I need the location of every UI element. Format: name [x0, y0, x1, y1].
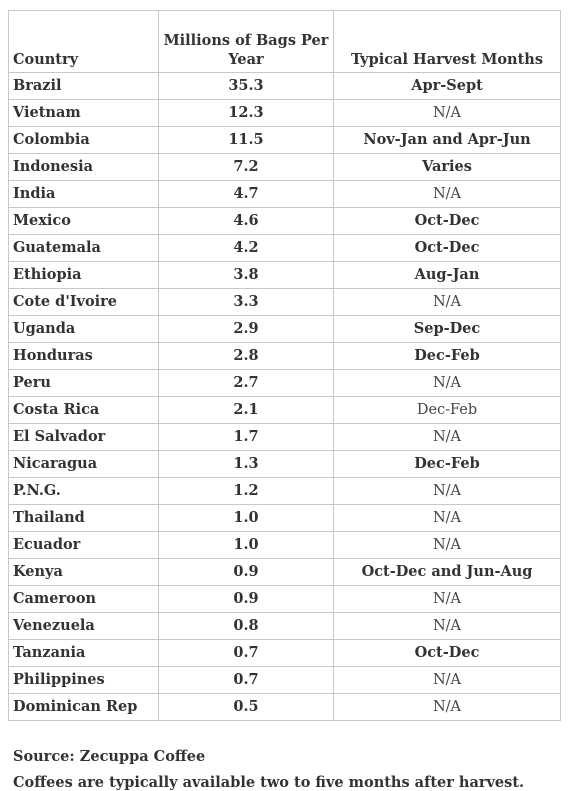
cell-country: Kenya: [9, 559, 159, 586]
cell-bags: 0.7: [159, 640, 334, 667]
cell-harvest: N/A: [334, 289, 561, 316]
cell-bags: 0.7: [159, 667, 334, 694]
cell-bags: 0.9: [159, 559, 334, 586]
cell-harvest: Sep-Dec: [334, 316, 561, 343]
cell-harvest: Nov-Jan and Apr-Jun: [334, 127, 561, 154]
cell-country: Uganda: [9, 316, 159, 343]
cell-bags: 7.2: [159, 154, 334, 181]
cell-country: Indonesia: [9, 154, 159, 181]
cell-harvest: Apr-Sept: [334, 73, 561, 100]
cell-bags: 4.2: [159, 235, 334, 262]
cell-harvest: Dec-Feb: [334, 343, 561, 370]
header-bags-line1: Millions of Bags Per: [163, 32, 329, 49]
cell-harvest: Dec-Feb: [334, 397, 561, 424]
cell-country: Cameroon: [9, 586, 159, 613]
cell-bags: 3.3: [159, 289, 334, 316]
table-row: [9, 289, 561, 316]
cell-harvest: N/A: [334, 586, 561, 613]
cell-bags: 2.1: [159, 397, 334, 424]
cell-harvest: N/A: [334, 505, 561, 532]
cell-harvest: Aug-Jan: [334, 262, 561, 289]
table-row: [9, 694, 561, 721]
table-row: [9, 208, 561, 235]
cell-bags: 1.7: [159, 424, 334, 451]
table-row: [9, 532, 561, 559]
cell-harvest: N/A: [334, 100, 561, 127]
cell-country: Venezuela: [9, 613, 159, 640]
cell-harvest: N/A: [334, 667, 561, 694]
cell-harvest: Varies: [334, 154, 561, 181]
header-harvest: Typical Harvest Months: [334, 11, 561, 73]
cell-bags: 2.8: [159, 343, 334, 370]
cell-country: Cote d'Ivoire: [9, 289, 159, 316]
cell-country: Ecuador: [9, 532, 159, 559]
table-row: [9, 559, 561, 586]
table-row: [9, 73, 561, 100]
header-bags: [159, 11, 334, 73]
header-country: Country: [9, 11, 159, 73]
cell-bags: 11.5: [159, 127, 334, 154]
table-row: [9, 424, 561, 451]
coffee-production-table: [8, 10, 561, 721]
cell-country: Peru: [9, 370, 159, 397]
cell-bags: 12.3: [159, 100, 334, 127]
cell-bags: 1.2: [159, 478, 334, 505]
cell-bags: 2.9: [159, 316, 334, 343]
table-row: [9, 262, 561, 289]
table-row: [9, 370, 561, 397]
cell-bags: 1.0: [159, 505, 334, 532]
cell-harvest: N/A: [334, 613, 561, 640]
cell-harvest: Dec-Feb: [334, 451, 561, 478]
table-row: [9, 451, 561, 478]
cell-country: Nicaragua: [9, 451, 159, 478]
cell-country: Philippines: [9, 667, 159, 694]
cell-bags: 2.7: [159, 370, 334, 397]
cell-country: Dominican Rep: [9, 694, 159, 721]
cell-harvest: Oct-Dec: [334, 208, 561, 235]
cell-country: Brazil: [9, 73, 159, 100]
cell-bags: 1.0: [159, 532, 334, 559]
cell-harvest: N/A: [334, 532, 561, 559]
table-row: [9, 343, 561, 370]
table-row: [9, 127, 561, 154]
header-row: [9, 11, 561, 73]
cell-bags: 1.3: [159, 451, 334, 478]
table-row: [9, 613, 561, 640]
cell-harvest: N/A: [334, 478, 561, 505]
cell-bags: 35.3: [159, 73, 334, 100]
table-header: [9, 11, 561, 73]
table-row: [9, 397, 561, 424]
cell-harvest: N/A: [334, 181, 561, 208]
table-row: [9, 586, 561, 613]
cell-bags: 0.9: [159, 586, 334, 613]
coffee-production-table-container: [8, 10, 560, 721]
table-body: [9, 73, 561, 721]
table-row: [9, 505, 561, 532]
header-bags-line2: Year: [228, 51, 264, 68]
source-text: Source: Zecuppa Coffee: [13, 748, 206, 765]
cell-harvest: N/A: [334, 370, 561, 397]
table-row: [9, 316, 561, 343]
cell-country: Vietnam: [9, 100, 159, 127]
cell-bags: 3.8: [159, 262, 334, 289]
cell-country: India: [9, 181, 159, 208]
cell-bags: 0.5: [159, 694, 334, 721]
footnote-text: Coffees are typically available two to five months after harvest.: [13, 774, 525, 791]
cell-country: Thailand: [9, 505, 159, 532]
cell-bags: 4.6: [159, 208, 334, 235]
table-row: [9, 100, 561, 127]
cell-country: Ethiopia: [9, 262, 159, 289]
cell-country: Guatemala: [9, 235, 159, 262]
table-row: [9, 181, 561, 208]
table-row: [9, 667, 561, 694]
table-row: [9, 478, 561, 505]
cell-harvest: N/A: [334, 424, 561, 451]
cell-country: Mexico: [9, 208, 159, 235]
cell-country: Colombia: [9, 127, 159, 154]
cell-harvest: N/A: [334, 694, 561, 721]
cell-country: Honduras: [9, 343, 159, 370]
cell-country: P.N.G.: [9, 478, 159, 505]
cell-bags: 4.7: [159, 181, 334, 208]
table-row: [9, 235, 561, 262]
cell-harvest: Oct-Dec: [334, 235, 561, 262]
cell-country: Costa Rica: [9, 397, 159, 424]
cell-bags: 0.8: [159, 613, 334, 640]
cell-country: El Salvador: [9, 424, 159, 451]
table-row: [9, 154, 561, 181]
cell-country: Tanzania: [9, 640, 159, 667]
cell-harvest: Oct-Dec and Jun-Aug: [334, 559, 561, 586]
cell-harvest: Oct-Dec: [334, 640, 561, 667]
table-row: [9, 640, 561, 667]
